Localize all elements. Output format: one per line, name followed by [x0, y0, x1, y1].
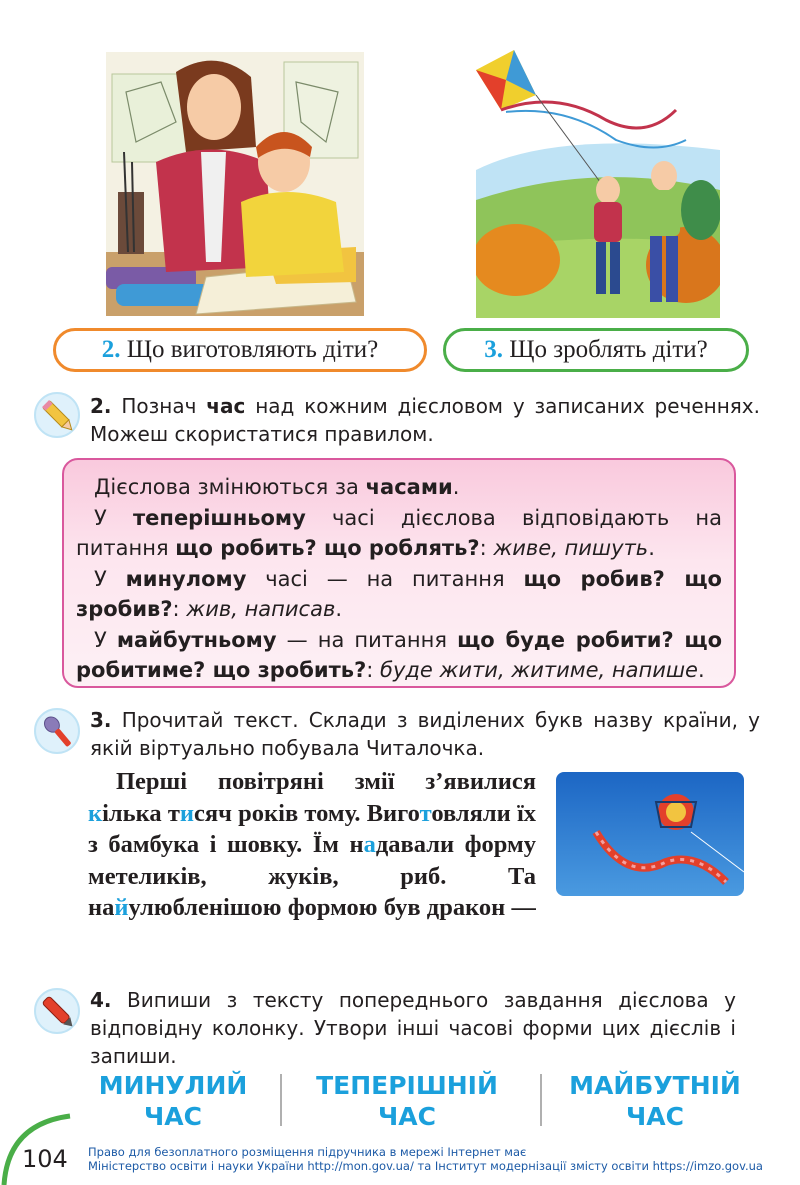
microphone-icon — [34, 708, 80, 754]
task-4-body: Випиши з тексту попереднього завдання дієслова у відповідну колонку. Утвори інші часові форми цих дієслів і запиши. — [90, 988, 736, 1068]
question-box-make — [53, 328, 427, 372]
kite-flying-illustration — [476, 50, 720, 318]
task-2-bold: час — [206, 394, 246, 418]
page-number: 104 — [22, 1145, 68, 1173]
grammar-rule-box — [62, 458, 736, 688]
task-2-part: над кожним дієсловом у записаних реченнях. Можеш скористатися правилом. — [90, 394, 761, 446]
column-subtitle: ЧАС — [626, 1102, 684, 1131]
rule-line: У майбутньому — на питання що буде робити? що робитиме? що зробить?: буде жити, житиме, напише. — [76, 627, 722, 682]
question-number: 2. — [101, 336, 121, 363]
task-3-body: Прочитай текст. Склади з виділених букв назву країни, у якій віртуально побувала Читалочка. — [90, 708, 760, 760]
column-past — [68, 1070, 278, 1132]
task-2-text — [90, 392, 760, 448]
dragon-kite-photo — [556, 772, 744, 896]
column-title: ТЕПЕРІШНІЙ — [316, 1071, 498, 1100]
question-box-will-do — [443, 328, 749, 372]
question-text: Що виготовляють діти? — [126, 336, 379, 363]
column-divider — [540, 1074, 542, 1126]
rule-line: Дієслова змінюються за часами. — [94, 475, 460, 499]
question-number: 3. — [484, 336, 503, 363]
question-text: Що зроблять діти? — [509, 336, 708, 363]
rule-line: У теперішньому часі дієслова відповідають на питання що робить? що роблять?: живе, пишуть. — [76, 505, 723, 560]
column-future — [550, 1070, 760, 1132]
pencil-icon — [34, 392, 80, 438]
column-subtitle: ЧАС — [378, 1102, 436, 1131]
task-2-part: Познач — [121, 394, 207, 418]
column-divider — [280, 1074, 282, 1126]
footer-line: Міністерство освіти і науки України http://mon.gov.ua/ та Інститут модернізації змісту освіти https://imzo.gov.ua — [88, 1158, 763, 1173]
rule-line: У минулому часі — на питання що робив? що зробив?: жив, написав. — [76, 566, 722, 621]
footer-line: Право для безоплатного розміщення підручника в мережі Інтернет має — [88, 1145, 527, 1159]
story-text-top: Перші повітряні змії з’явилися кілька тисяч років тому. Виготовляли їх з бамбука і шовку. Їм надавали форму метеликів, жуків, риб. Та найулюбленішою формою був дракон — — [88, 768, 536, 921]
children-workshop-illustration — [106, 52, 364, 316]
column-present — [302, 1070, 512, 1132]
column-title: МИНУЛИЙ — [98, 1071, 248, 1100]
task-3-text — [90, 706, 760, 762]
copyright-footer — [88, 1146, 763, 1173]
task-number: 2. — [90, 394, 112, 418]
task-4-text — [90, 986, 736, 1070]
task-number: 3. — [90, 708, 112, 732]
task-number: 4. — [90, 988, 112, 1012]
pen-icon — [34, 988, 80, 1034]
column-subtitle: ЧАС — [144, 1102, 202, 1131]
column-title: МАЙБУТНІЙ — [569, 1071, 741, 1100]
